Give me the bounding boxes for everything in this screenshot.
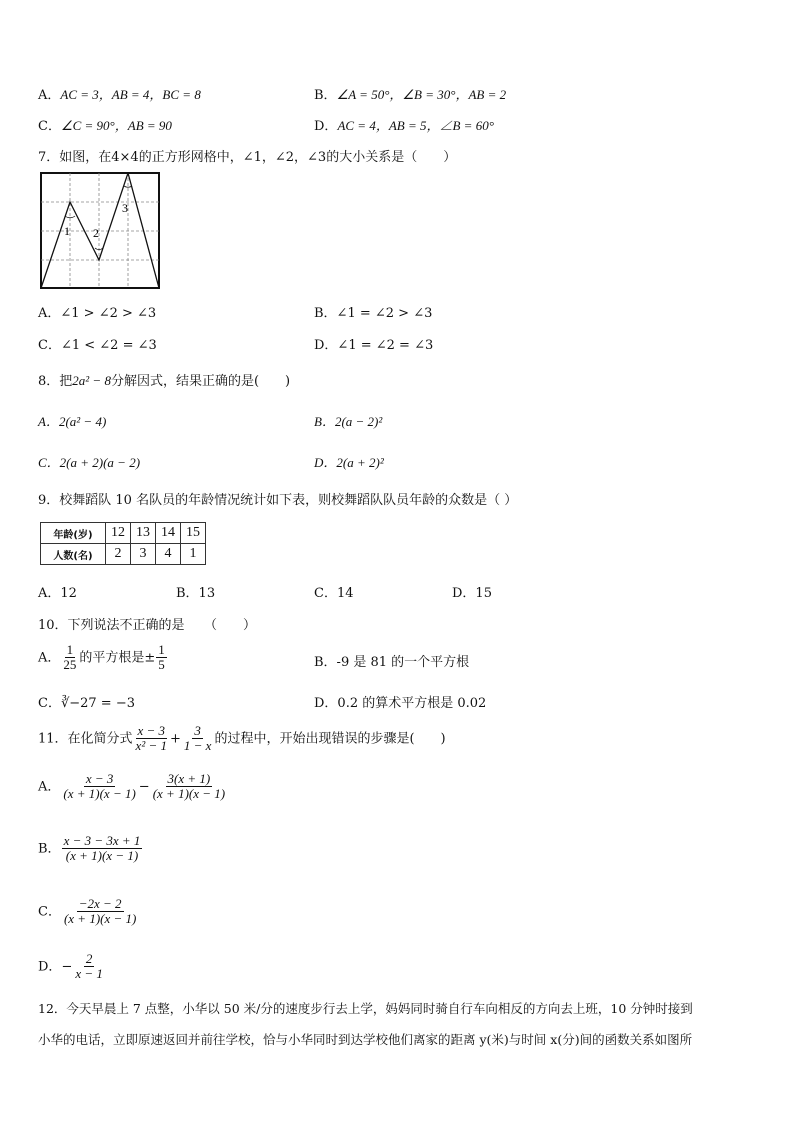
q6-option-c: C．∠C = 90°，AB = 90	[38, 118, 172, 134]
q8-option-d: D．2(a + 2)²	[314, 455, 384, 470]
q11-option-d: D．− $\frac{2}{x - 1}$	[38, 951, 103, 982]
q7-option-d: D．∠1 = ∠2 = ∠3	[314, 338, 434, 353]
q9-option-a: A．12	[38, 586, 77, 601]
q9-age-table	[40, 522, 206, 565]
q8-option-c: C．2(a + 2)(a − 2)	[38, 455, 141, 470]
q10-option-b: B．-9 是 81 的一个平方根	[314, 655, 470, 670]
q9-option-c: C．14	[314, 586, 354, 601]
table-cell: 3	[131, 544, 156, 565]
q7-stem: 7．如图，在4×4的正方形网格中，∠1，∠2，∠3的大小关系是（ ）	[38, 150, 457, 165]
q6-option-a: A．AC = 3，AB = 4，BC = 8	[38, 87, 201, 103]
table-cell: 15	[181, 523, 206, 544]
q11-option-a: A． $\frac{x - 3}{(x + 1)(x - 1)}$ − $\frac{3(x + 1)}{(x + 1)(x - 1)}$	[38, 771, 226, 802]
table-header: 年龄(岁)	[41, 523, 106, 544]
q8-stem: 8．把2a² − 8分解因式，结果正确的是( )	[38, 373, 291, 389]
q11-option-b: B． $\frac{x - 3 - 3x + 1}{(x + 1)(x - 1)}$	[38, 833, 141, 864]
q10-option-a: A． $\frac{1}{25}$ 的平方根是± $\frac{1}{5}$	[38, 642, 165, 673]
table-cell: 4	[156, 544, 181, 565]
table-header: 人数(名)	[41, 544, 106, 565]
q7-angle-label-2: 2	[93, 226, 99, 240]
q7-option-a: A．∠1 > ∠2 > ∠3	[38, 306, 157, 321]
q10-stem: 10．下列说法不正确的是 （ ）	[38, 618, 257, 633]
table-cell: 2	[106, 544, 131, 565]
table-row	[41, 523, 206, 544]
q7-angle-label-3: 3	[122, 201, 128, 215]
table-row	[41, 544, 206, 565]
q12-stem-line-1: 12．今天早晨上 7 点整，小华以 50 米/分的速度步行去上学，妈妈同时骑自行车向相反的方向去上班，10 分钟时接到	[38, 1001, 693, 1016]
q11-stem: 11．在化简分式 $\frac{x - 3}{\text{x² − 1}}$ + $\frac{3}{1 - x}$ 的过程中，开始出现错误的步骤是( )	[38, 723, 446, 754]
table-cell: 14	[156, 523, 181, 544]
table-cell: 13	[131, 523, 156, 544]
q9-option-d: D．15	[452, 586, 492, 601]
table-cell: 1	[181, 544, 206, 565]
q6-option-d: D．AC = 4，AB = 5，∠B = 60°	[314, 118, 494, 134]
q7-option-b: B．∠1 = ∠2 > ∠3	[314, 306, 433, 321]
q9-option-b: B．13	[176, 586, 216, 601]
q8-option-a: A．2(a² − 4)	[38, 414, 107, 429]
q11-option-c: C． $\frac{-2x - 2}{(x + 1)(x - 1)}$	[38, 896, 137, 927]
q7-option-c: C．∠1 < ∠2 = ∠3	[38, 338, 157, 353]
q6-option-b: B．∠A = 50°，∠B = 30°，AB = 2	[314, 87, 507, 103]
q7-grid-figure	[40, 172, 161, 290]
q10-option-c: C．∛−27 = −3	[38, 696, 135, 711]
q9-stem: 9．校舞蹈队 10 名队员的年龄情况统计如下表，则校舞蹈队队员年龄的众数是（ ）	[38, 493, 518, 508]
q7-angle-label-1: 1	[64, 224, 70, 238]
q8-option-b: B．2(a − 2)²	[314, 414, 383, 429]
q12-stem-line-2: 小华的电话，立即原速返回并前往学校，恰与小华同时到达学校他们离家的距离 y(米)与时间 x(分)间的函数关系如图所	[38, 1032, 693, 1047]
q10-option-d: D．0.2 的算术平方根是 0.02	[314, 696, 487, 711]
table-cell: 12	[106, 523, 131, 544]
